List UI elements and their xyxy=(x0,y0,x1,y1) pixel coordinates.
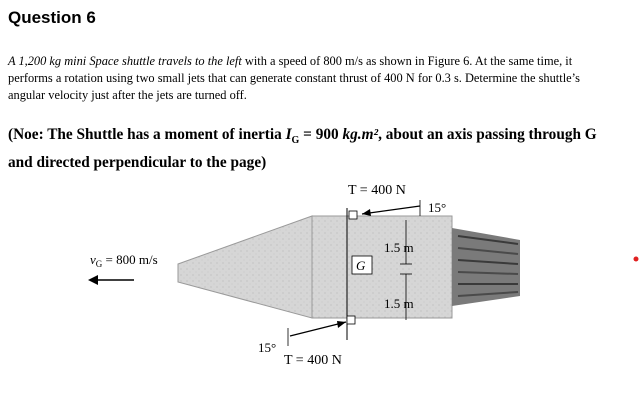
question-title: Question 6 xyxy=(8,8,96,27)
problem-line3: angular velocity just after the jets are turned off. xyxy=(8,88,247,102)
note-suffix: , about an axis passing through G xyxy=(378,126,597,143)
inertia-subscript: G xyxy=(291,135,300,147)
center-label: G xyxy=(356,258,366,273)
top-thrust-arrowhead xyxy=(362,209,371,216)
top-jet xyxy=(349,211,357,219)
top-thrust-label: T = 400 N xyxy=(348,183,406,198)
problem-line2: performs a rotation using two small jets that can generate constant thrust of 400 N for 0.3 s. Determine the shuttle’s xyxy=(8,71,580,85)
red-dot xyxy=(634,257,639,262)
bottom-angle-label: 15° xyxy=(258,340,277,355)
note-line2: and directed perpendicular to the page) xyxy=(8,154,267,172)
note-prefix: (Noe: The Shuttle has a moment of inertia xyxy=(8,126,286,143)
inertia-units: kg.m² xyxy=(342,126,379,143)
top-angle-label: 15° xyxy=(428,200,447,215)
problem-intro: A 1,200 kg mini Space shuttle travels to the left xyxy=(8,54,242,68)
velocity-arrowhead xyxy=(88,275,98,285)
exhaust-plume xyxy=(452,228,520,306)
top-distance-label: 1.5 m xyxy=(384,240,414,255)
shuttle-figure xyxy=(0,178,644,420)
problem-statement xyxy=(8,53,636,104)
inertia-note xyxy=(8,124,638,174)
bottom-jet xyxy=(347,316,355,324)
shuttle-body xyxy=(312,216,452,318)
inertia-symbol: I xyxy=(285,126,292,143)
velocity-label: $v_G = 800$ m/s xyxy=(90,252,158,269)
bottom-thrust-label: T = 400 N xyxy=(284,353,342,368)
bottom-thrust-arrowhead xyxy=(337,321,346,328)
inertia-value: = 900 xyxy=(299,126,343,143)
bottom-distance-label: 1.5 m xyxy=(384,296,414,311)
problem-line1: with a speed of 800 m/s as shown in Figure 6. At the same time, it xyxy=(241,54,573,68)
shuttle-nose xyxy=(178,216,312,318)
top-thrust-arrow xyxy=(362,206,420,214)
